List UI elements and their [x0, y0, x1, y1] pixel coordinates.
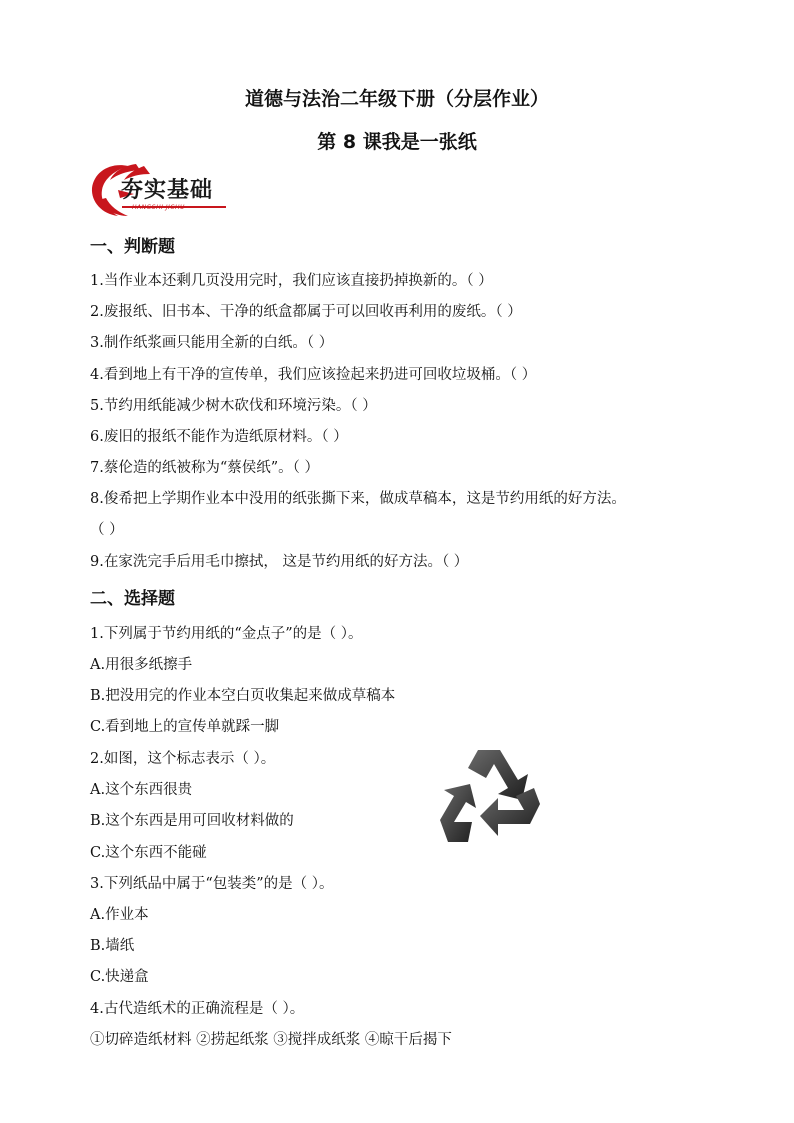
option-item: C.这个东西不能碰 [90, 845, 207, 861]
question-item: 8.俊希把上学期作业本中没用的纸张撕下来，做成草稿本，这是节约用纸的好方法。 [90, 491, 626, 507]
option-item: C.看到地上的宣传单就踩一脚 [90, 719, 280, 735]
section-heading-judgement: 一、判断题 [90, 237, 175, 257]
logo-subtext: HANGSHI JICHU [132, 204, 185, 211]
question-item: 4.古代造纸术的正确流程是（ ）。 [90, 1001, 305, 1017]
question-item: 1.当作业本还剩几页没用完时，我们应该直接扔掉换新的。（ ） [90, 273, 493, 289]
option-item: B.把没用完的作业本空白页收集起来做成草稿本 [90, 688, 396, 704]
option-item: B.这个东西是用可回收材料做的 [90, 813, 294, 829]
option-item: A.用很多纸擦手 [90, 657, 193, 673]
option-item: B.墙纸 [90, 938, 135, 954]
section-heading-choice: 二、选择题 [90, 589, 175, 609]
question-item: 2.废报纸、旧书本、干净的纸盒都属于可以回收再利用的废纸。（ ） [90, 304, 522, 320]
option-item: A.作业本 [90, 907, 149, 923]
option-item: A.这个东西很贵 [90, 782, 193, 798]
question-item-paren: （ ） [90, 522, 124, 538]
question-item: 1.下列属于节约用纸的“金点子”的是（ ）。 [90, 626, 363, 642]
question-item: 3.制作纸浆画只能用全新的白纸。（ ） [90, 335, 334, 351]
question-item: 5.节约用纸能减少树木砍伐和环境污染。（ ） [90, 398, 377, 414]
steps-list: ①切碎造纸材料 ②捞起纸浆 ③搅拌成纸浆 ④晾干后揭下 [90, 1032, 452, 1048]
question-item: 9.在家洗完手后用毛巾擦拭， 这是节约用纸的好方法。（ ） [90, 554, 469, 570]
lesson-title: 第 8 课我是一张纸 [317, 131, 477, 153]
question-item: 3.下列纸品中属于“包装类”的是（ ）。 [90, 876, 334, 892]
question-item: 4.看到地上有干净的宣传单，我们应该捡起来扔进可回收垃圾桶。（ ） [90, 367, 537, 383]
question-item: 7.蔡伦造的纸被称为“蔡侯纸”。（ ） [90, 460, 320, 476]
recycle-icon [438, 742, 550, 852]
logo-text: 夯实基础 [121, 178, 214, 203]
page-title: 道德与法治二年级下册（分层作业） [244, 88, 549, 110]
question-item: 2.如图，这个标志表示（ ）。 [90, 751, 276, 767]
option-item: C.快递盒 [90, 969, 149, 985]
question-item: 6.废旧的报纸不能作为造纸原材料。（ ） [90, 429, 348, 445]
logo [88, 160, 228, 220]
